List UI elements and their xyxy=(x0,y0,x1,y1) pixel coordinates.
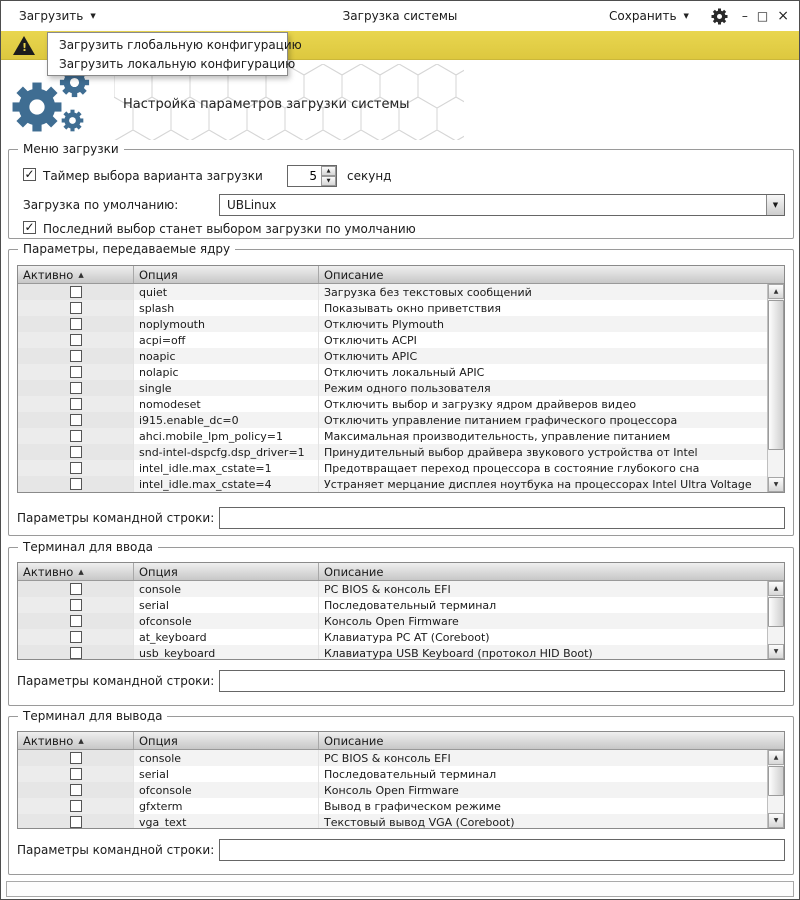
table-header xyxy=(18,732,784,750)
group-title: Терминал для ввода xyxy=(18,540,158,554)
description-cell: Режим одного пользователя xyxy=(324,381,491,395)
option-cell: intel_idle.max_cstate=4 xyxy=(134,476,319,492)
cmdline-label: Параметры командной строки: xyxy=(17,674,215,688)
option-cell: quiet xyxy=(134,284,319,300)
description-cell: Клавиатура PC AT (Coreboot) xyxy=(324,630,490,644)
chevron-down-icon: ▼ xyxy=(90,11,96,20)
table-row[interactable] xyxy=(18,412,767,428)
cmdline-label: Параметры командной строки: xyxy=(17,511,215,525)
column-header-active[interactable]: Активно ▲ xyxy=(18,563,134,580)
kernel-cmdline-input[interactable] xyxy=(219,507,785,529)
option-cell: at_keyboard xyxy=(134,629,319,645)
timer-checkbox[interactable]: ✓ xyxy=(24,167,35,181)
sort-asc-icon: ▲ xyxy=(78,567,84,576)
table-row[interactable] xyxy=(18,613,767,629)
row-checkbox[interactable] xyxy=(70,599,82,611)
table-row[interactable] xyxy=(18,380,767,396)
column-header-option[interactable]: Опция xyxy=(134,266,319,283)
close-button[interactable]: × xyxy=(777,8,789,24)
description-cell: Последовательный терминал xyxy=(324,767,497,781)
scroll-down-button[interactable]: ▼ xyxy=(768,477,784,492)
combobox-value: UBLinux xyxy=(227,198,277,212)
row-checkbox[interactable] xyxy=(70,286,82,298)
table-row[interactable] xyxy=(18,364,767,380)
scroll-down-button[interactable]: ▼ xyxy=(768,813,784,828)
description-cell: Отключить локальный APIC xyxy=(324,365,485,379)
active-cell xyxy=(18,348,134,364)
option-cell: splash xyxy=(134,300,319,316)
active-cell xyxy=(18,444,134,460)
active-cell xyxy=(18,613,134,629)
input-terminal-cmdline-input[interactable] xyxy=(219,670,785,692)
table-row[interactable] xyxy=(18,460,767,476)
row-checkbox[interactable] xyxy=(70,800,82,812)
input-terminal-table xyxy=(17,562,785,660)
table-row[interactable] xyxy=(18,316,767,332)
table-row[interactable] xyxy=(18,766,767,782)
option-cell: gfxterm xyxy=(134,798,319,814)
column-header-active[interactable]: Активно ▲ xyxy=(18,266,134,283)
table-header xyxy=(18,266,784,284)
scroll-up-button[interactable]: ▲ xyxy=(768,750,784,765)
row-checkbox[interactable] xyxy=(70,462,82,474)
row-checkbox[interactable] xyxy=(70,414,82,426)
timer-spinbox[interactable] xyxy=(287,165,337,187)
option-cell: noplymouth xyxy=(134,316,319,332)
table-body xyxy=(18,284,767,492)
description-cell: PC BIOS & консоль EFI xyxy=(324,751,451,765)
option-cell: intel_idle.max_cstate=1 xyxy=(134,460,319,476)
last-choice-checkbox[interactable]: ✓ xyxy=(24,220,35,234)
table-row[interactable] xyxy=(18,396,767,412)
option-cell: single xyxy=(134,380,319,396)
row-checkbox[interactable] xyxy=(70,302,82,314)
minimize-button[interactable]: – xyxy=(741,9,748,23)
active-cell xyxy=(18,332,134,348)
group-boot-menu xyxy=(8,142,794,239)
active-cell xyxy=(18,476,134,492)
table-row[interactable] xyxy=(18,332,767,348)
description-cell: Отключить выбор и загрузку ядром драйверов видео xyxy=(324,397,637,411)
spin-down-button[interactable]: ▼ xyxy=(321,176,336,186)
description-cell: Показывать окно приветствия xyxy=(324,301,502,315)
table-row[interactable] xyxy=(18,581,767,597)
option-cell: nomodeset xyxy=(134,396,319,412)
description-cell: Консоль Open Firmware xyxy=(324,614,459,628)
table-body xyxy=(18,750,767,828)
gears-icon xyxy=(11,81,63,133)
warning-icon: ! xyxy=(13,36,35,55)
description-cell: Отключить ACPI xyxy=(324,333,417,347)
kernel-params-table xyxy=(17,265,785,493)
description-cell: PC BIOS & консоль EFI xyxy=(324,582,451,596)
combobox-arrow-icon[interactable]: ▼ xyxy=(766,195,784,215)
table-row[interactable] xyxy=(18,814,767,828)
column-header-description[interactable]: Описание xyxy=(324,267,384,282)
timer-checkbox-label: Таймер выбора варианта загрузки xyxy=(43,169,263,183)
scroll-down-button[interactable]: ▼ xyxy=(768,644,784,659)
option-cell: usb_keyboard xyxy=(134,645,319,659)
description-cell: Принудительный выбор драйвера звукового устройства от Intel xyxy=(324,445,698,459)
row-checkbox[interactable] xyxy=(70,647,82,659)
row-checkbox[interactable] xyxy=(70,768,82,780)
option-cell: ofconsole xyxy=(134,613,319,629)
active-cell xyxy=(18,798,134,814)
description-cell: Максимальная производительность, управление питанием xyxy=(324,429,671,443)
scroll-up-button[interactable]: ▲ xyxy=(768,284,784,299)
row-checkbox[interactable] xyxy=(70,631,82,643)
group-kernel-params xyxy=(8,242,794,536)
option-cell: acpi=off xyxy=(134,332,319,348)
scroll-thumb[interactable] xyxy=(768,766,784,796)
row-checkbox[interactable] xyxy=(70,583,82,595)
timer-unit-label: секунд xyxy=(347,169,392,183)
chevron-down-icon: ▼ xyxy=(683,11,689,20)
spin-up-button[interactable]: ▲ xyxy=(321,166,336,176)
option-cell: console xyxy=(134,581,319,597)
row-checkbox[interactable] xyxy=(70,382,82,394)
description-cell: Последовательный терминал xyxy=(324,598,497,612)
scroll-thumb[interactable] xyxy=(768,597,784,627)
table-row[interactable] xyxy=(18,750,767,766)
row-checkbox[interactable] xyxy=(70,752,82,764)
sort-asc-icon: ▲ xyxy=(78,736,84,745)
description-cell: Отключить управление питанием графического процессора xyxy=(324,413,678,427)
active-cell xyxy=(18,782,134,798)
column-header-option[interactable]: Опция xyxy=(134,563,319,580)
row-checkbox[interactable] xyxy=(70,334,82,346)
row-checkbox[interactable] xyxy=(70,398,82,410)
table-row[interactable] xyxy=(18,782,767,798)
save-button-label: Сохранить xyxy=(609,9,677,23)
output-terminal-cmdline-input[interactable] xyxy=(219,839,785,861)
description-cell: Отключить Plymouth xyxy=(324,317,444,331)
table-row[interactable] xyxy=(18,476,767,492)
active-cell xyxy=(18,396,134,412)
window-title: Загрузка системы xyxy=(342,9,458,23)
settings-gear-icon[interactable] xyxy=(711,8,728,25)
toolbar xyxy=(1,1,799,31)
load-button-label: Загрузить xyxy=(19,9,84,23)
row-checkbox[interactable] xyxy=(70,446,82,458)
load-dropdown-menu xyxy=(47,32,302,76)
row-checkbox[interactable] xyxy=(70,318,82,330)
menu-item-load-local-config[interactable]: Загрузить локальную конфигурацию xyxy=(59,56,296,71)
option-cell: ahci.mobile_lpm_policy=1 xyxy=(134,428,319,444)
row-checkbox[interactable] xyxy=(70,784,82,796)
table-header xyxy=(18,563,784,581)
column-header-description[interactable]: Описание xyxy=(324,564,384,579)
column-header-option[interactable]: Опция xyxy=(134,732,319,749)
active-cell xyxy=(18,645,134,659)
last-choice-checkbox-label: Последний выбор станет выбором загрузки по умолчанию xyxy=(43,222,416,236)
row-checkbox[interactable] xyxy=(70,816,82,828)
scroll-thumb[interactable] xyxy=(768,300,784,450)
active-cell xyxy=(18,750,134,766)
table-row[interactable] xyxy=(18,284,767,300)
status-bar xyxy=(6,881,794,897)
active-cell xyxy=(18,316,134,332)
description-cell: Предотвращает переход процессора в состояние глубокого сна xyxy=(324,461,700,475)
group-title: Терминал для вывода xyxy=(18,709,167,723)
active-cell xyxy=(18,814,134,828)
active-cell xyxy=(18,428,134,444)
page-title: Настройка параметров загрузки системы xyxy=(123,97,410,112)
vertical-scrollbar[interactable] xyxy=(767,750,784,828)
sort-asc-icon: ▲ xyxy=(78,270,84,279)
default-boot-label: Загрузка по умолчанию: xyxy=(23,198,179,212)
description-cell: Клавиатура USB Keyboard (протокол HID Boot) xyxy=(324,646,593,659)
group-title: Меню загрузки xyxy=(18,142,124,156)
table-row[interactable] xyxy=(18,597,767,613)
load-button[interactable] xyxy=(11,5,104,27)
option-cell: i915.enable_dc=0 xyxy=(134,412,319,428)
group-title: Параметры, передаваемые ядру xyxy=(18,242,235,256)
option-cell: snd-intel-dspcfg.dsp_driver=1 xyxy=(134,444,319,460)
gear-icon xyxy=(61,109,84,132)
active-cell xyxy=(18,597,134,613)
table-row[interactable] xyxy=(18,645,767,659)
active-cell xyxy=(18,766,134,782)
default-boot-combobox[interactable] xyxy=(219,194,785,216)
save-button[interactable] xyxy=(601,5,697,27)
table-body xyxy=(18,581,767,659)
active-cell xyxy=(18,300,134,316)
menu-item-load-global-config[interactable]: Загрузить глобальную конфигурацию xyxy=(59,37,302,52)
maximize-button[interactable]: □ xyxy=(756,9,769,23)
description-cell: Устраняет мерцание дисплея ноутбука на процессорах Intel Ultra Voltage xyxy=(324,477,752,491)
description-cell: Консоль Open Firmware xyxy=(324,783,459,797)
vertical-scrollbar[interactable] xyxy=(767,284,784,492)
description-cell: Отключить APIC xyxy=(324,349,418,363)
option-cell: serial xyxy=(134,766,319,782)
scroll-up-button[interactable]: ▲ xyxy=(768,581,784,596)
vertical-scrollbar[interactable] xyxy=(767,581,784,659)
row-checkbox[interactable] xyxy=(70,366,82,378)
table-row[interactable] xyxy=(18,629,767,645)
row-checkbox[interactable] xyxy=(70,350,82,362)
active-cell xyxy=(18,284,134,300)
row-checkbox[interactable] xyxy=(70,478,82,490)
table-row[interactable] xyxy=(18,428,767,444)
column-header-description[interactable]: Описание xyxy=(324,733,384,748)
option-cell: nolapic xyxy=(134,364,319,380)
cmdline-label: Параметры командной строки: xyxy=(17,843,215,857)
column-header-active[interactable]: Активно ▲ xyxy=(18,732,134,749)
table-row[interactable] xyxy=(18,798,767,814)
option-cell: serial xyxy=(134,597,319,613)
description-cell: Текстовый вывод VGA (Coreboot) xyxy=(324,815,515,828)
active-cell xyxy=(18,581,134,597)
row-checkbox[interactable] xyxy=(70,615,82,627)
active-cell xyxy=(18,380,134,396)
group-input-terminal xyxy=(8,540,794,706)
description-cell: Загрузка без текстовых сообщений xyxy=(324,285,532,299)
output-terminal-table xyxy=(17,731,785,829)
row-checkbox[interactable] xyxy=(70,430,82,442)
option-cell: console xyxy=(134,750,319,766)
table-row[interactable] xyxy=(18,300,767,316)
active-cell xyxy=(18,364,134,380)
table-row[interactable] xyxy=(18,348,767,364)
active-cell xyxy=(18,460,134,476)
option-cell: ofconsole xyxy=(134,782,319,798)
description-cell: Вывод в графическом режиме xyxy=(324,799,501,813)
option-cell: noapic xyxy=(134,348,319,364)
option-cell: vga_text xyxy=(134,814,319,828)
active-cell xyxy=(18,629,134,645)
active-cell xyxy=(18,412,134,428)
table-row[interactable] xyxy=(18,444,767,460)
group-output-terminal xyxy=(8,709,794,875)
